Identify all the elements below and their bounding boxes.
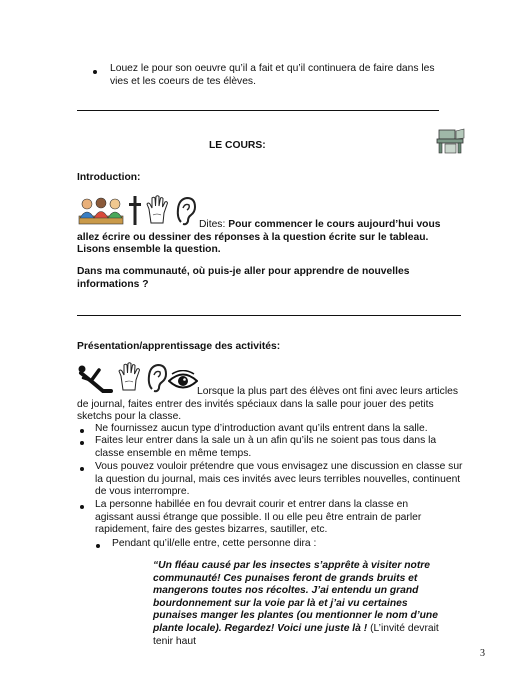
list-item: Vous pouvez vouloir prétendre que vous envisagez une discussion en classe sur la question du journal, mais ces invités avec leurs terribles nouvelles, continuent de vous interrompre. (95, 461, 463, 498)
dites-text: Pour commencer le cours aujourd’hui vous allez écrire ou dessiner des réponses à la question écrite sur le tableau. Lisons ensemble la question. (77, 219, 441, 256)
bullet-marker (80, 429, 84, 433)
guest-quote (153, 560, 443, 648)
bullet-marker (96, 544, 100, 548)
bullet-marker (80, 505, 84, 509)
divider-line (77, 110, 439, 111)
list-item: La personne habillée en fou devrait courir et entrer dans la classe en agissant aussi étrange que possible. Il ou elle peu être entrain de parler rapidement, faire des gestes bizarres, sautiller, etc. (95, 499, 422, 536)
presentation-lead: Lorsque la plus part des élèves ont fini avec leurs articles de journal, faites entrer des invités spéciaux dans la salle pour jouer des petits sketchs pour la classe. (77, 386, 458, 423)
presentation-heading: Présentation/apprentissage des activités: (77, 341, 281, 352)
bullet-marker (80, 467, 84, 471)
quote-text: “Un fléau causé par les insectes s’apprête à visiter notre communauté! Ces punaises feront de grands bruits et mangerons toutes nos récoltes. J’ai entendu un grand bourdonnement sur la voie par là et j’ai vu certaines punaises manger les plantes (ou mentionner le nom d’une plante locale). Regardez! Voici une juste là ! (153, 560, 438, 634)
sub-list-item: Pendant qu’il/elle entre, cette personne dira : (112, 538, 317, 549)
desk-icon (434, 127, 468, 155)
list-item: Ne fournissez aucun type d’introduction avant qu’ils entrent dans la salle. (95, 423, 428, 434)
introduction-heading: Introduction: (77, 172, 141, 183)
intro-bullet-text: Louez le pour son oeuvre qu’il a fait et qu’il continuera de faire dans les vies et les coeurs de tes élèves. (110, 63, 435, 87)
quote-tail: (L’invité devrait tenir haut (153, 622, 439, 647)
dites-label: Dites: (199, 219, 226, 230)
lesson-heading: LE COURS: (209, 140, 266, 151)
bullet-marker (93, 70, 97, 74)
community-question: Dans ma communauté, où puis-je aller pour apprendre de nouvelles informations ? (77, 266, 410, 290)
divider-line (77, 315, 461, 316)
dites-paragraph (77, 219, 452, 257)
list-item: Faites leur entrer dans la sale un à un afin qu’ils ne soient pas tous dans la classe ensemble en même temps. (95, 435, 437, 459)
page-number: 3 (480, 648, 485, 659)
bullet-marker (80, 441, 84, 445)
